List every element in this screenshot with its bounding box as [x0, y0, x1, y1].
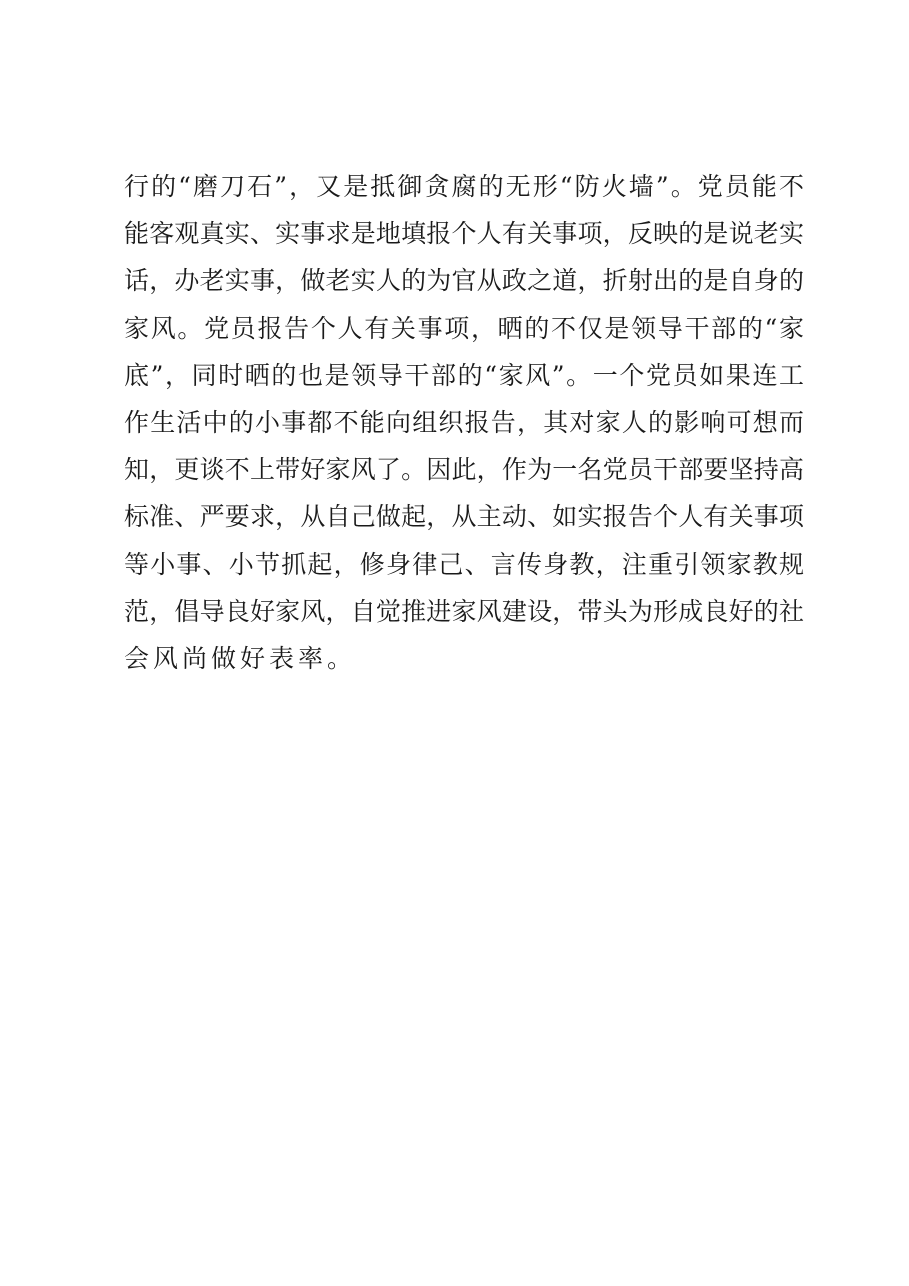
paragraph-line: 能客观真实、实事求是地填报个人有关事项，反映的是说老实	[124, 219, 804, 249]
paragraph-line: 底”，同时晒的也是领导干部的“家风”。一个党员如果连工	[124, 360, 804, 390]
paragraph-line: 家风。党员报告个人有关事项，晒的不仅是领导干部的“家	[124, 313, 804, 343]
paragraph-line: 等小事、小节抓起，修身律己、言传身教，注重引领家教规	[124, 549, 804, 579]
paragraph-line: 知，更谈不上带好家风了。因此，作为一名党员干部要坚持高	[124, 455, 804, 485]
paragraph-line: 范，倡导良好家风，自觉推进家风建设，带头为形成良好的社	[124, 596, 804, 626]
paragraph-line: 作生活中的小事都不能向组织报告，其对家人的影响可想而	[124, 407, 804, 437]
paragraph-line: 标准、严要求，从自己做起，从主动、如实报告个人有关事项	[124, 502, 804, 532]
paragraph-line: 会风尚做好表率。	[124, 643, 357, 673]
body-paragraph	[124, 163, 804, 682]
paragraph-line: 话，办老实事，做老实人的为官从政之道，折射出的是自身的	[124, 266, 804, 296]
paragraph-line: 行的“磨刀石”，又是抵御贪腐的无形“防火墙”。党员能不	[124, 172, 804, 201]
